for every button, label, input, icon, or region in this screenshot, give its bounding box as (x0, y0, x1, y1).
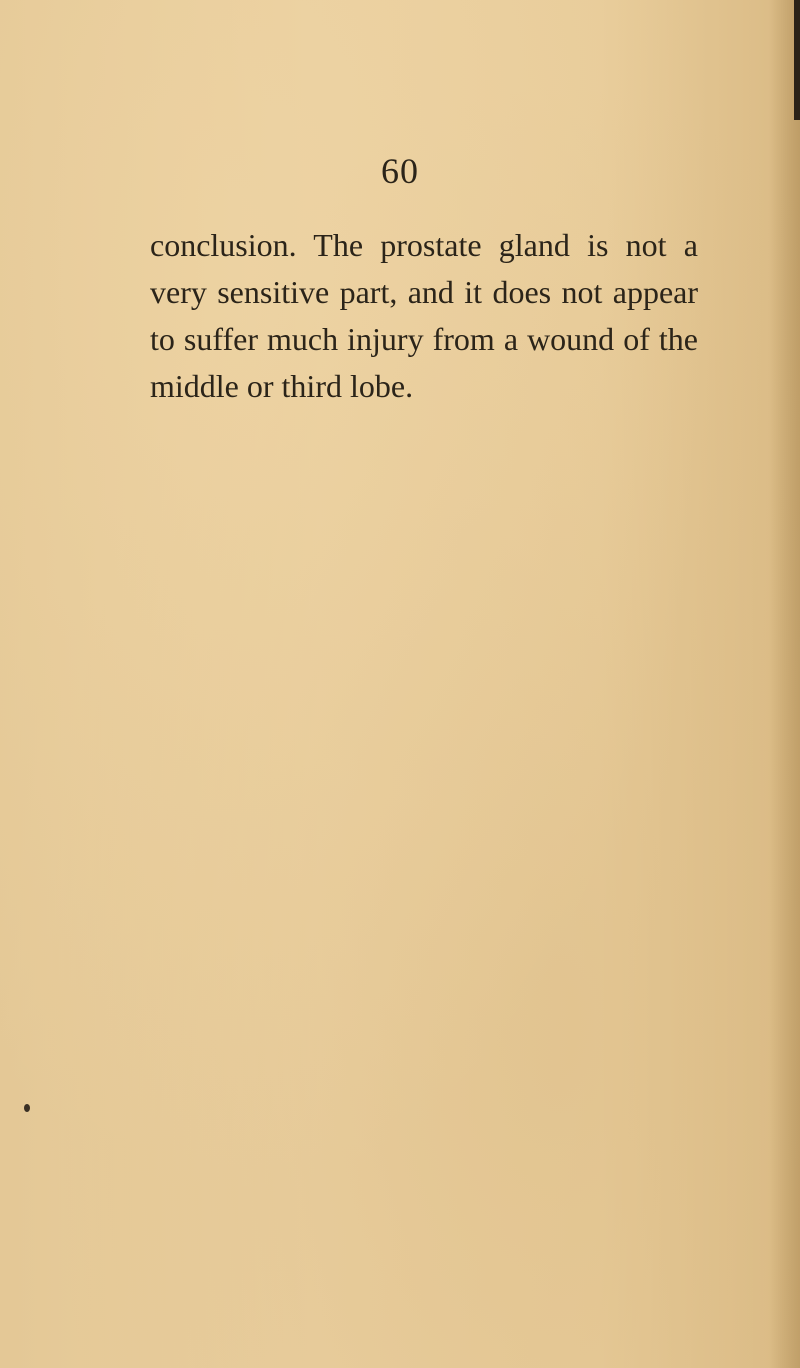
text-line: to suffer much injury from a wound of the (150, 321, 698, 357)
paragraph (150, 222, 710, 410)
page-edge (794, 0, 800, 120)
text-line: conclusion. The prostate gland is not a (150, 227, 698, 263)
ink-speck (24, 1104, 30, 1112)
text-line: very sensitive part, and it does not appear (150, 274, 698, 310)
text-line: middle or third lobe. (150, 368, 414, 404)
page-number: 60 (381, 151, 419, 191)
page-gutter-shadow (770, 0, 800, 1368)
